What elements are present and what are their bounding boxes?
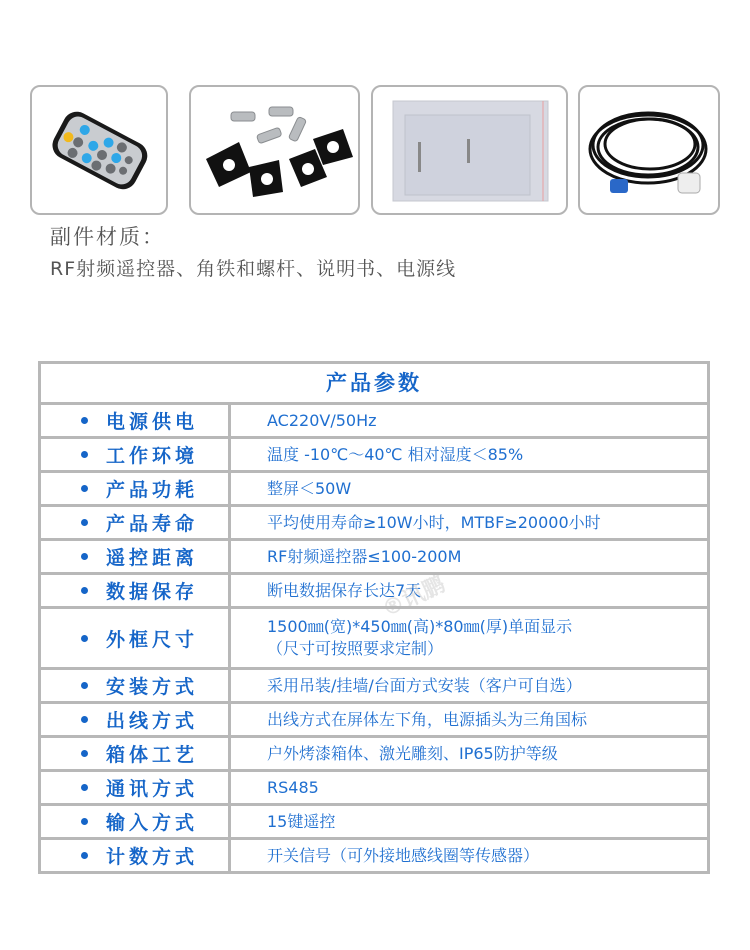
accessories-title: 副件材质： — [50, 225, 165, 249]
bullet-icon — [81, 784, 88, 791]
spec-value-cell — [231, 670, 707, 701]
spec-value-cell — [231, 473, 707, 504]
spec-table-title: 产品参数 — [41, 364, 707, 405]
bullet-icon — [81, 553, 88, 560]
spec-row — [41, 840, 707, 871]
spec-label-cell — [41, 840, 231, 871]
bullet-icon — [81, 852, 88, 859]
remote-control-photo — [30, 85, 168, 215]
spec-label-cell — [41, 806, 231, 837]
spec-row — [41, 541, 707, 575]
spec-table — [38, 361, 710, 874]
bullet-icon — [81, 587, 88, 594]
spec-label: 工作环境 — [106, 445, 199, 467]
spec-value: 平均使用寿命≥10W小时，MTBF≥20000小时 — [267, 512, 601, 532]
spec-row — [41, 575, 707, 609]
power-cable-photo — [578, 85, 720, 215]
spec-value: 温度 -10℃～40℃ 相对湿度＜85% — [267, 444, 524, 464]
bullet-icon — [81, 485, 88, 492]
spec-label-cell — [41, 609, 231, 667]
spec-value-cell — [231, 541, 707, 572]
bullet-icon — [81, 451, 88, 458]
spec-row — [41, 609, 707, 670]
spec-value: AC220V/50Hz — [267, 410, 377, 430]
spec-label: 安装方式 — [106, 676, 199, 698]
spec-label: 数据保存 — [106, 581, 199, 603]
spec-value: RF射频遥控器≤100-200M — [267, 546, 462, 566]
bullet-icon — [81, 519, 88, 526]
bullet-icon — [81, 635, 88, 642]
spec-label-cell — [41, 738, 231, 769]
spec-value-cell — [231, 840, 707, 871]
watermark: ®讯鹏 — [378, 572, 450, 623]
angle-iron-photo — [189, 85, 360, 215]
spec-value-cell — [231, 439, 707, 470]
spec-label-cell — [41, 439, 231, 470]
spec-label: 遥控距离 — [106, 547, 199, 569]
spec-value: 出线方式在屏体左下角，电源插头为三角国标 — [267, 709, 588, 729]
spec-label-cell — [41, 541, 231, 572]
spec-value-cell — [231, 405, 707, 436]
spec-row — [41, 738, 707, 772]
accessories-list: RF射频遥控器、角铁和螺杆、说明书、电源线 — [50, 258, 457, 280]
bullet-icon — [81, 682, 88, 689]
spec-label-cell — [41, 405, 231, 436]
spec-value: 整屏＜50W — [267, 478, 352, 498]
spec-label: 通讯方式 — [106, 778, 199, 800]
bullet-icon — [81, 750, 88, 757]
spec-value: 采用吊装/挂墙/台面方式安装（客户可自选） — [267, 675, 582, 695]
spec-row — [41, 806, 707, 840]
accessory-photos — [30, 85, 720, 213]
spec-label: 计数方式 — [106, 846, 199, 868]
spec-value: 1500㎜(宽)*450㎜(高)*80㎜(厚)单面显示 — [267, 617, 573, 636]
spec-label: 出线方式 — [106, 710, 199, 732]
spec-label-cell — [41, 473, 231, 504]
bullet-icon — [81, 417, 88, 424]
spec-value: 断电数据保存长达7天 — [267, 580, 422, 600]
spec-row — [41, 507, 707, 541]
spec-value-cell — [231, 609, 707, 667]
spec-label: 箱体工艺 — [106, 744, 199, 766]
spec-label: 产品功耗 — [106, 479, 199, 501]
spec-value-cell — [231, 507, 707, 538]
spec-label-cell — [41, 507, 231, 538]
spec-value-cell — [231, 704, 707, 735]
spec-row — [41, 473, 707, 507]
spec-label-cell — [41, 670, 231, 701]
bullet-icon — [81, 818, 88, 825]
spec-value-cell — [231, 575, 707, 606]
spec-row — [41, 405, 707, 439]
spec-value: RS485 — [267, 777, 319, 797]
spec-value: 15键遥控 — [267, 811, 336, 831]
spec-label: 外框尺寸 — [106, 628, 199, 651]
bullet-icon — [81, 716, 88, 723]
spec-value-cell — [231, 738, 707, 769]
spec-value-cell — [231, 772, 707, 803]
spec-row — [41, 772, 707, 806]
spec-label-cell — [41, 704, 231, 735]
spec-label-cell — [41, 772, 231, 803]
spec-row — [41, 704, 707, 738]
spec-value-cell — [231, 806, 707, 837]
spec-label: 产品寿命 — [106, 513, 199, 535]
spec-label-cell — [41, 575, 231, 606]
spec-value: 开关信号（可外接地感线圈等传感器） — [267, 845, 540, 865]
spec-label: 输入方式 — [106, 812, 199, 834]
manual-bag-photo — [371, 85, 568, 215]
spec-value: 户外烤漆箱体、激光雕刻、IP65防护等级 — [267, 743, 558, 763]
spec-row — [41, 670, 707, 704]
spec-label: 电源供电 — [106, 411, 199, 433]
spec-row — [41, 439, 707, 473]
spec-value-note: （尺寸可按照要求定制） — [267, 639, 444, 658]
